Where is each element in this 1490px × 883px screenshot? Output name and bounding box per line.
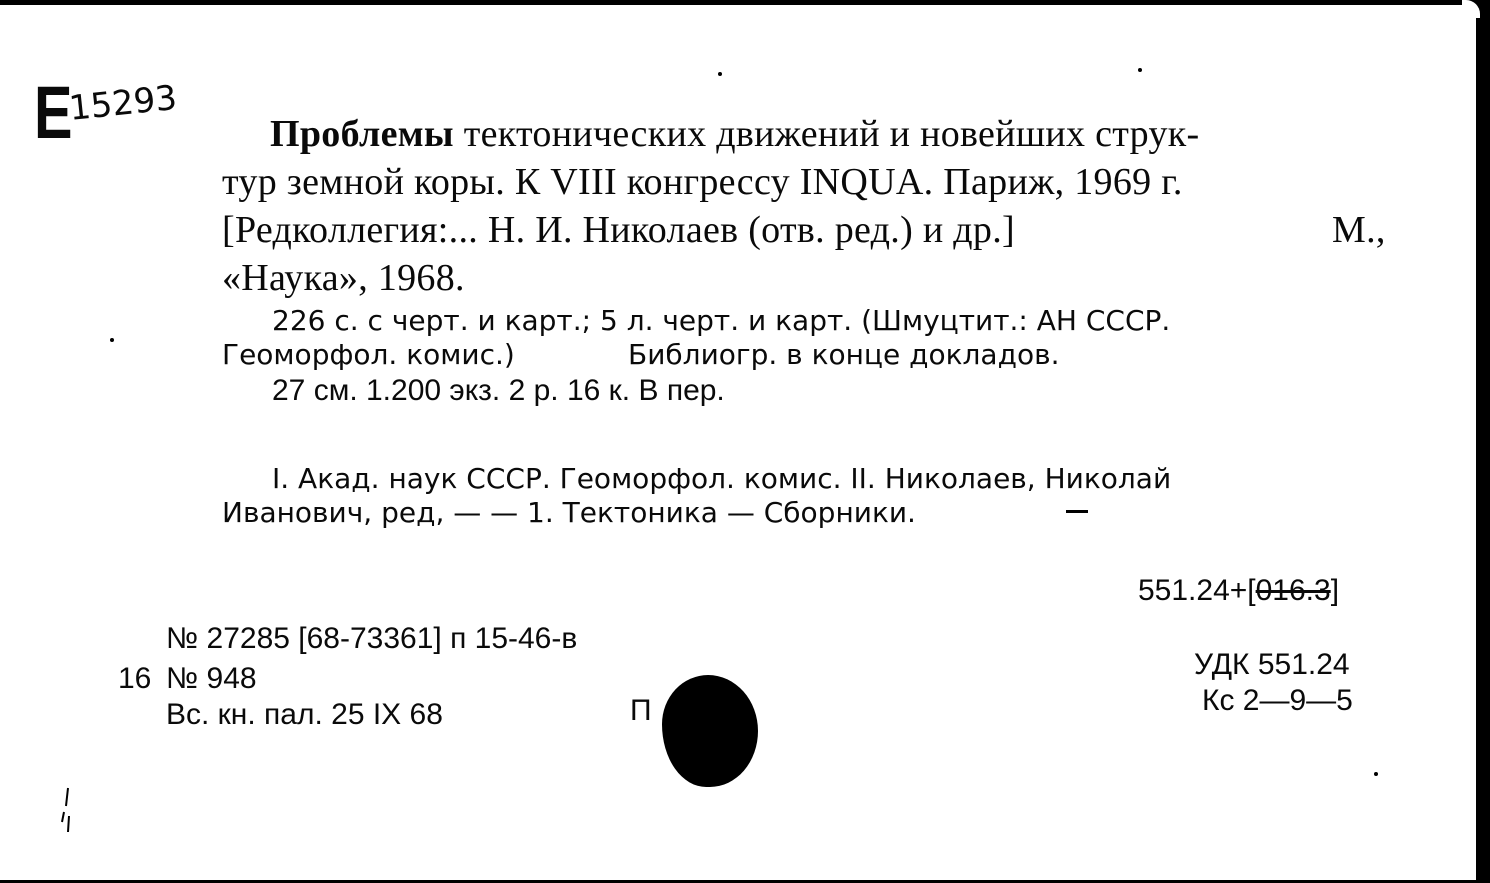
tracing-line-1: I. Акад. наук СССР. Геоморфол. комис. II. Николаев, Николай	[272, 462, 1172, 495]
card-top-edge	[0, 0, 1490, 5]
speck	[1138, 68, 1142, 72]
title-line-2: тур земной коры. К VIII конгрессу INQUA. Париж, 1969 г.	[222, 161, 1183, 203]
shelf-mark	[34, 71, 180, 154]
classification-prefix: 551.24+[	[1138, 574, 1256, 607]
registration-count: 16	[118, 662, 152, 695]
publication-place: М.,	[1332, 209, 1386, 251]
shelf-number: 15293	[67, 77, 180, 129]
title-main-word: Проблемы	[270, 113, 454, 155]
title-line-3: [Редколлегия:... Н. И. Николаев (отв. ред.) и др.]	[222, 209, 1015, 251]
title-line-1-rest: тектонических движений и новейших струк-	[453, 113, 1200, 155]
stamp-letter: П	[630, 694, 652, 727]
registration-line-2: № 948	[166, 662, 257, 695]
classification-number	[1138, 574, 1339, 608]
ink-blot	[662, 675, 758, 787]
registration-line-1: № 27285 [68-73361] п 15-46-в	[166, 622, 578, 655]
tracing-line-2: Иванович, ред, — — 1. Тектоника — Сборники.	[222, 496, 916, 529]
title-line-1	[270, 112, 1199, 156]
pages-line-2: Геоморфол. комис.)	[222, 338, 515, 371]
shelf-letter: Е	[34, 71, 73, 154]
pen-stroke-mark	[60, 786, 72, 834]
speck	[110, 338, 114, 342]
speck	[1374, 772, 1378, 776]
udk-code: УДК 551.24	[1194, 648, 1350, 681]
card-right-edge	[1476, 0, 1490, 883]
registration-line-3: Вс. кн. пал. 25 IX 68	[166, 698, 443, 731]
pages-line-1: 226 с. с черт. и карт.; 5 л. черт. и карт. (Шмуцтит.: АН СССР.	[272, 304, 1171, 337]
speck	[718, 72, 722, 76]
classification-struck: 016.3	[1255, 574, 1331, 607]
bibliography-note: Библиогр. в конце докладов.	[628, 338, 1060, 371]
tilde-mark	[1066, 510, 1088, 513]
pages-line-3: 27 см. 1.200 экз. 2 р. 16 к. В пер.	[272, 374, 725, 407]
publisher-year: «Наука», 1968.	[222, 257, 465, 299]
kc-code: Кс 2—9—5	[1202, 684, 1353, 717]
classification-suffix: ]	[1330, 574, 1340, 607]
